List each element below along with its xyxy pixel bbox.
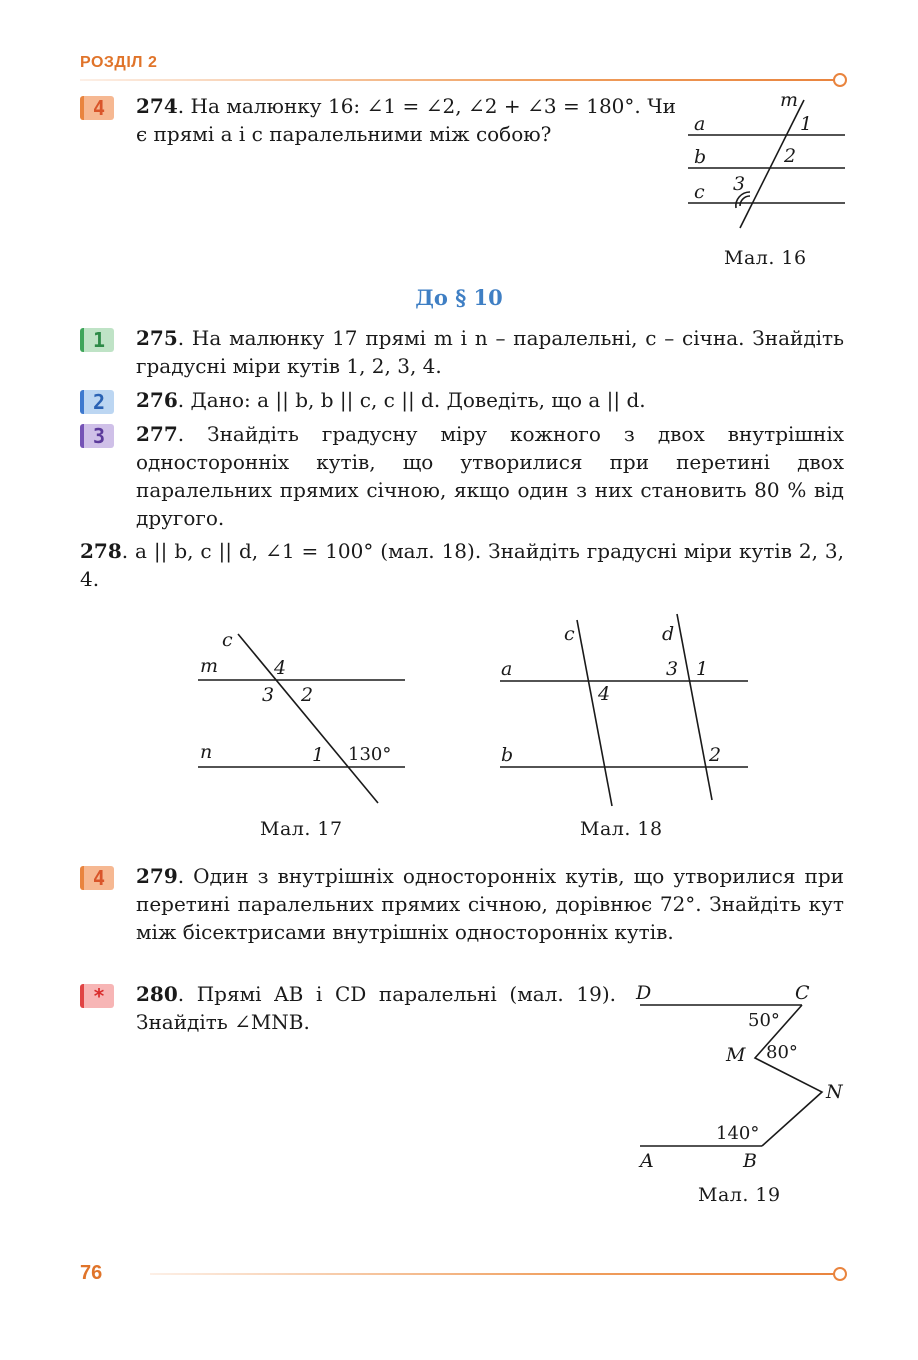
footer-rule [150,1273,836,1275]
figure-19-caption: Мал. 19 [698,1184,781,1206]
label-a: a [501,658,513,680]
difficulty-badge: 1 [80,328,114,352]
label-4: 4 [274,657,287,679]
header-rule-end-icon [833,73,847,87]
label-c: c [564,623,575,645]
label-4: 4 [598,683,611,705]
problem-text: . Один з внутрішніх односторонніх кутів, що утворилися при перетині паралельних прямих січною, дорівнює 72°. Знайдіть кут між бісектрисами внутрішніх односторонніх кутів. [136,864,844,944]
difficulty-badge: 4 [80,96,114,120]
figure-18 [490,608,760,813]
label-3: 3 [666,658,679,680]
problem-278 [80,537,844,593]
line-c [238,634,378,803]
label-c: c [694,181,705,203]
label-M: M [726,1044,746,1066]
problem-number: 280 [136,982,178,1006]
figure-17-caption: Мал. 17 [260,818,343,840]
label-d: d [662,623,675,645]
label-C: C [795,982,810,1004]
problem-text: . На малюнку 17 прямі m і n – паралельні, c – січна. Знайдіть градусні міри кутів 1, 2, 3, 4. [136,326,844,378]
difficulty-badge: 2 [80,390,114,414]
label-1: 1 [312,744,325,766]
label-a: a [694,113,706,135]
figure-18-caption: Мал. 18 [580,818,663,840]
problem-280 [136,980,616,1036]
label-2: 2 [301,684,314,706]
problem-number: 277 [136,422,178,446]
problem-276 [136,386,844,414]
section-label: РОЗДІЛ 2 [80,54,158,71]
problem-text: . Дано: a || b, b || c, c || d. Доведіть, що a || d. [177,388,646,412]
problem-number: 278 [80,539,122,563]
figure-16-caption: Мал. 16 [724,247,807,269]
label-3: 3 [262,684,275,706]
header-rule [80,79,836,81]
label-n: n [200,741,213,763]
problem-text: . Прямі AB і CD паралельні (мал. 19). Знайдіть ∠MNB. [136,982,616,1034]
difficulty-badge: 3 [80,424,114,448]
label-N: N [826,1081,843,1103]
difficulty-badge: * [80,984,114,1008]
problem-275 [136,324,844,380]
label-D: D [636,982,652,1004]
line-d [677,614,712,800]
label-A: A [640,1150,654,1172]
label-80: 80° [766,1042,798,1063]
footer-rule-end-icon [833,1267,847,1281]
problem-274 [136,92,676,148]
figure-19 [630,978,860,1178]
problem-number: 279 [136,864,178,888]
label-2: 2 [709,744,722,766]
figure-17 [190,620,420,815]
label-2: 2 [784,145,797,167]
label-140: 140° [716,1123,760,1144]
problem-text: . Знайдіть градусну міру кожного з двох внутрішніх односторонніх кутів, що утворилися при перетині двох паралельних прямих січною, якщо один з них становить 80 % від другого. [136,422,844,530]
problem-text: . На малюнку 16: ∠1 = ∠2, ∠2 + ∠3 = 180°. Чи є прямі a і c паралельними між собою? [136,94,676,146]
label-50: 50° [748,1010,780,1031]
label-m: m [780,89,799,111]
angle-3-arc [740,196,750,206]
label-130: 130° [348,744,392,765]
label-b: b [501,744,514,766]
problem-279 [136,862,844,946]
problem-number: 276 [136,388,178,412]
label-c: c [222,629,233,651]
problem-277 [136,420,844,532]
label-3: 3 [733,173,746,195]
label-b: b [694,146,707,168]
figure-16 [680,88,860,248]
label-1: 1 [800,113,813,135]
problem-text: . a || b, c || d, ∠1 = 100° (мал. 18). Знайдіть градусні міри кутів 2, 3, 4. [80,539,844,591]
label-m: m [200,655,219,677]
problem-number: 274 [136,94,178,118]
label-1: 1 [696,658,709,680]
line-c [577,620,612,806]
problem-number: 275 [136,326,178,350]
label-B: B [743,1150,757,1172]
section-heading: До § 10 [415,285,503,310]
difficulty-badge: 4 [80,866,114,890]
page-number: 76 [80,1262,103,1284]
